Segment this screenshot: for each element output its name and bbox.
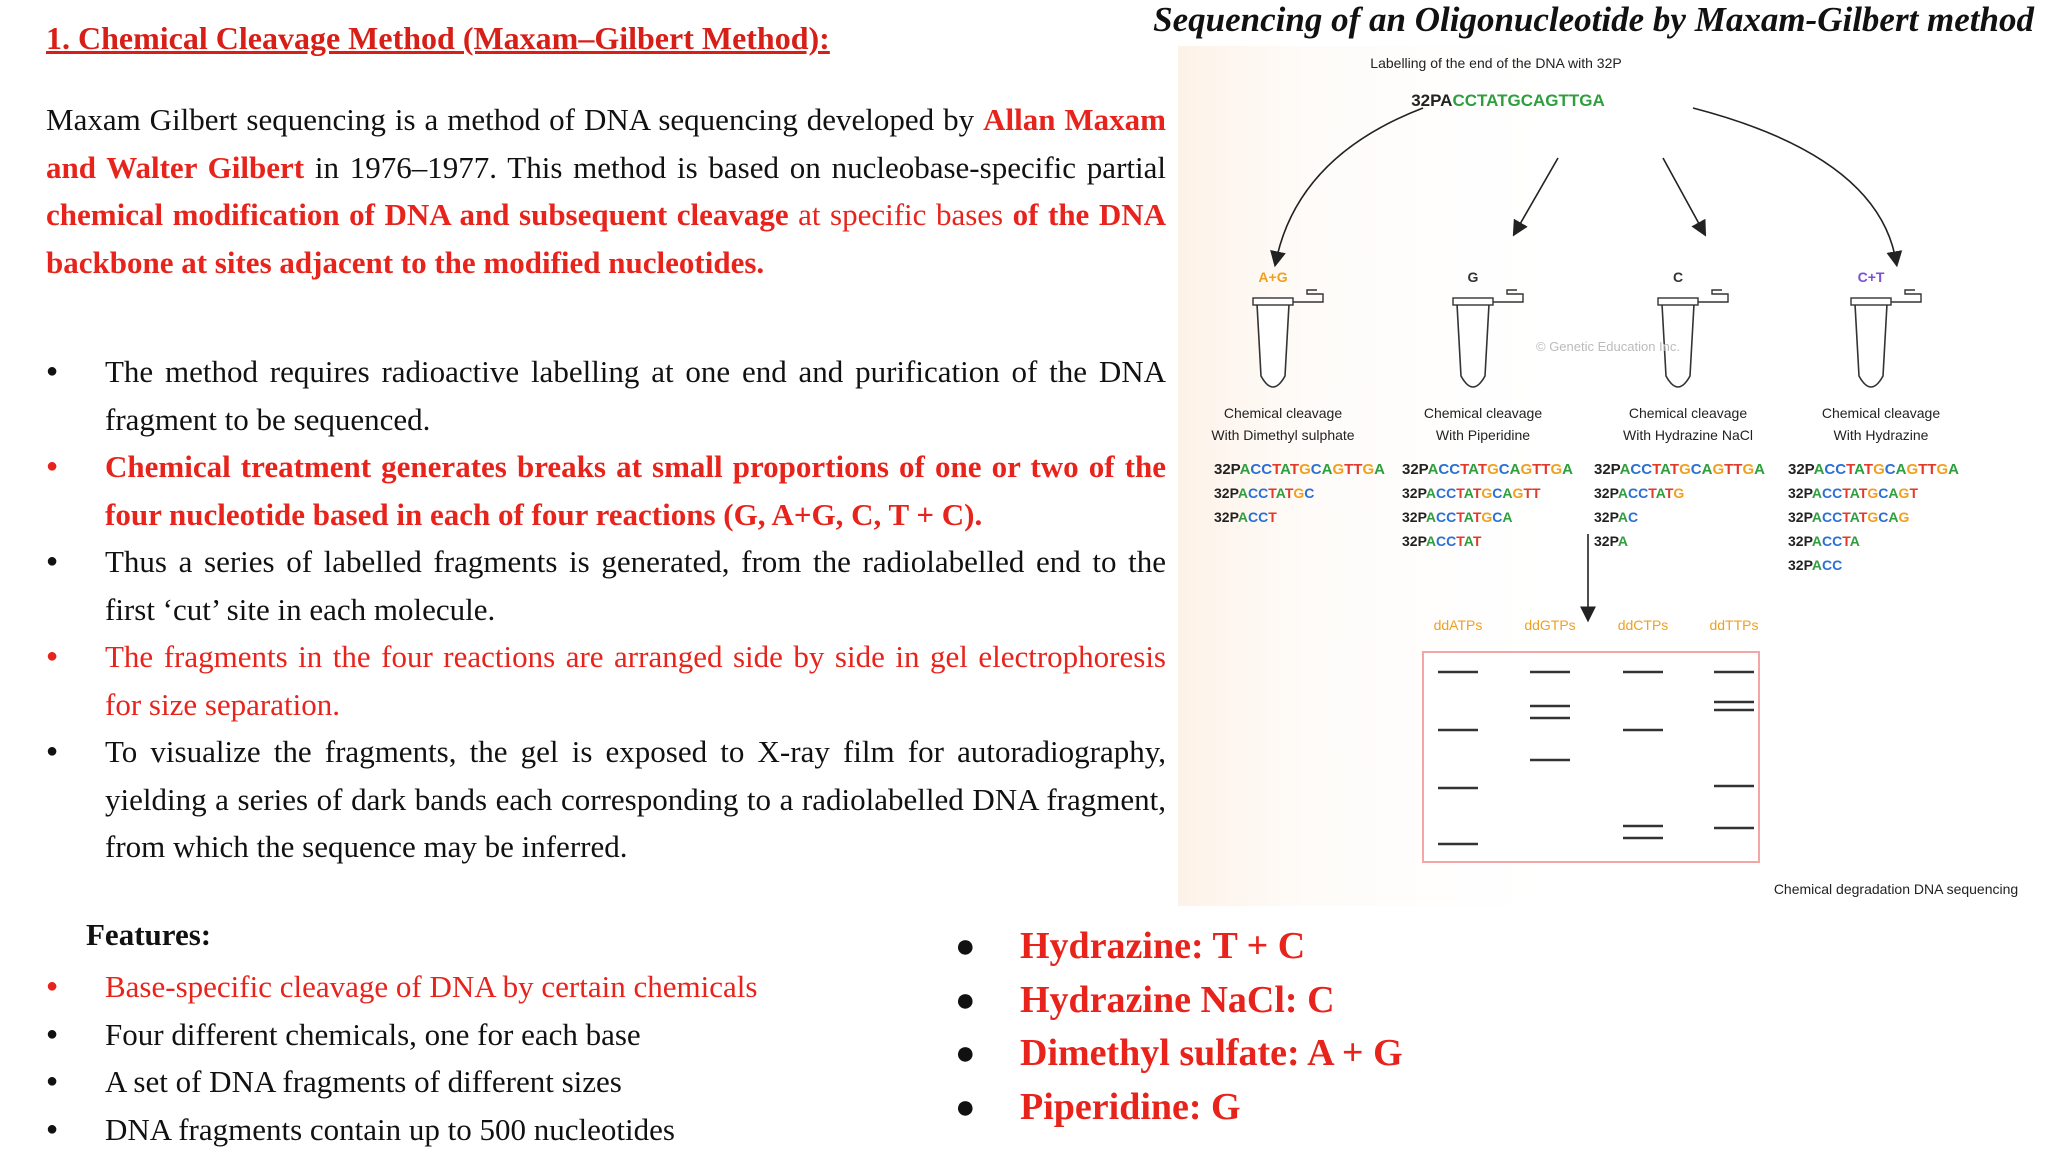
fragment-sequence: 32PACCTAT [1402,533,1482,549]
bullet-text: To visualize the fragments, the gel is exposed to X-ray film for autoradiography, yielding a series of dark bands each corresponding to a radiolabelled DNA fragment, from which the sequence may be inferred. [105,734,1166,864]
fragment-sequence: 32PACCTATGC [1214,485,1314,501]
intro-text-2: in 1976–1977. This method is based on nucleobase-specific partial [304,150,1166,185]
bullet-text: The fragments in the four reactions are arranged side by side in gel electrophoresis for size separation. [105,639,1166,722]
gel-lane-label: ddCTPs [1618,617,1669,633]
intro-highlight-1: chemical modification of DNA and subsequent cleavage [46,197,789,232]
bullet-dot-icon: ● [46,728,58,776]
test-tube-icon [1855,304,1887,387]
intro-authors: Allan Maxam and Walter Gilbert [46,102,1166,185]
bullet-dot-icon: ● [46,443,58,491]
bullet-text: Thus a series of labelled fragments is generated, from the radiolabelled end to the first ‘cut’ site in each molecule. [105,544,1166,627]
test-tube-icon [1257,304,1289,387]
fragment-sequence: 32PACCTA [1788,533,1860,549]
fragment-sequence: 32PACCTATGCAGT [1788,485,1918,501]
tube-rim [1658,298,1698,305]
fragment-sequence: 32PACCTATGCAGTTGA [1594,461,1765,478]
bullet-item [46,728,1166,871]
fragment-sequence: 32PACCTATGCAGTTGA [1788,461,1959,478]
bullet-text: Chemical treatment generates breaks at small proportions of one or two of the four nucleotide based in each of four reactions (G, A+G, C, T + C). [105,449,1166,532]
tube-caption-line2: With Hydrazine NaCl [1623,427,1753,443]
test-tube-icon [1457,304,1489,387]
tube-cap-icon [1891,290,1921,302]
gel-lane-label: ddTTPs [1709,617,1758,633]
gel-lane-label: ddATPs [1434,617,1483,633]
gel-box [1423,652,1759,862]
bullet-dot-icon: ● [955,1081,976,1135]
fragment-sequence: 32PACC [1788,557,1842,573]
reagent-list [955,920,1403,1134]
intro-text-1: Maxam Gilbert sequencing is a method of DNA sequencing developed by [46,102,983,137]
arrow-to-tube-3 [1663,158,1703,231]
tube-label: C [1673,269,1683,285]
tube-cap-icon [1698,290,1728,302]
method-bullet-list [46,348,1166,871]
feature-item [46,1106,946,1153]
tube-caption-line1: Chemical cleavage [1822,405,1940,421]
tube-caption-line2: With Dimethyl sulphate [1211,427,1354,443]
feature-item [46,1011,946,1059]
intro-highlight-2: at specific bases [789,197,1013,232]
watermark: © Genetic Education Inc. [1536,339,1680,354]
fragment-sequence: 32PACCT [1214,509,1277,525]
bullet-dot-icon: ● [46,538,58,586]
bullet-item [46,633,1166,728]
reagent-text: Hydrazine NaCl: C [1020,979,1335,1021]
tube-caption-line1: Chemical cleavage [1224,405,1342,421]
tube-rim [1453,298,1493,305]
bullet-dot-icon: ● [46,1106,58,1153]
bullet-dot-icon: ● [955,974,976,1028]
intro-highlight-3: of the DNA backbone at sites adjacent to the modified nucleotides. [46,197,1166,280]
tube-rim [1253,298,1293,305]
bullet-item [46,538,1166,633]
fragment-sequence: 32PACCTATGCAGTTGA [1214,461,1385,478]
diagram-svg [1178,46,2040,906]
tube-caption-line1: Chemical cleavage [1629,405,1747,421]
fragment-sequence: 32PACCTATG [1594,485,1684,501]
section-heading: 1. Chemical Cleavage Method (Maxam–Gilbert Method): [46,20,830,57]
feature-text: A set of DNA fragments of different sizes [105,1064,622,1099]
diagram-top-sequence [1411,91,1605,110]
reagent-item [955,1081,1403,1135]
reagent-text: Piperidine: G [1020,1086,1241,1128]
seq-prefix: 32PA [1411,91,1452,110]
tube-label: A+G [1258,269,1287,285]
slide-title: Sequencing of an Oligonucleotide by Maxam-Gilbert method [1153,0,2034,40]
gel-group [1423,617,1759,862]
feature-item [46,1058,946,1106]
bullet-item [46,443,1166,538]
feature-text: Base-specific cleavage of DNA by certain chemicals [105,969,757,1004]
feature-text: Four different chemicals, one for each base [105,1017,641,1052]
bullet-dot-icon: ● [46,1011,58,1059]
bullet-text: The method requires radioactive labelling at one end and purification of the DNA fragment to be sequenced. [105,354,1166,437]
bullet-dot-icon: ● [955,1027,976,1081]
diagram-label-top: Labelling of the end of the DNA with 32P [1370,55,1621,71]
bullet-dot-icon: ● [46,963,58,1011]
reagent-item [955,974,1403,1028]
gel-lane-label: ddGTPs [1524,617,1575,633]
tube-rim [1851,298,1891,305]
bullet-dot-icon: ● [46,348,58,396]
seq-rest: CCTATGCAGTTGA [1452,91,1604,110]
fragment-sequence: 32PAC [1594,509,1638,525]
diagram-caption: Chemical degradation DNA sequencing [1774,881,2018,897]
feature-item [46,963,946,1011]
features-title: Features: [86,917,211,953]
reagent-item [955,1027,1403,1081]
reagent-text: Hydrazine: T + C [1020,925,1305,967]
intro-paragraph [46,96,1166,286]
bullet-dot-icon: ● [46,1058,58,1106]
fragment-sequence: 32PACCTATGCAG [1788,509,1910,525]
bullet-dot-icon: ● [46,633,58,681]
fragment-sequence: 32PACCTATGCA [1402,509,1513,525]
bullet-item [46,348,1166,443]
fragment-sequence: 32PACCTATGCAGTTGA [1402,461,1573,478]
reagent-text: Dimethyl sulfate: A + G [1020,1032,1403,1074]
features-list [46,963,946,1153]
maxam-gilbert-diagram [1178,46,2040,906]
fragment-sequence: 32PA [1594,533,1628,549]
tube-caption-line1: Chemical cleavage [1424,405,1542,421]
reagent-item [955,920,1403,974]
feature-text: DNA fragments contain up to 500 nucleotides [105,1112,675,1147]
tube-label: G [1468,269,1479,285]
tube-label: C+T [1858,269,1885,285]
fragment-sequence: 32PACCTATGCAGTT [1402,485,1541,501]
tube-caption-line2: With Piperidine [1436,427,1530,443]
arrow-to-tube-4 [1693,108,1896,261]
tube-caption-line2: With Hydrazine [1834,427,1929,443]
bullet-dot-icon: ● [955,920,976,974]
